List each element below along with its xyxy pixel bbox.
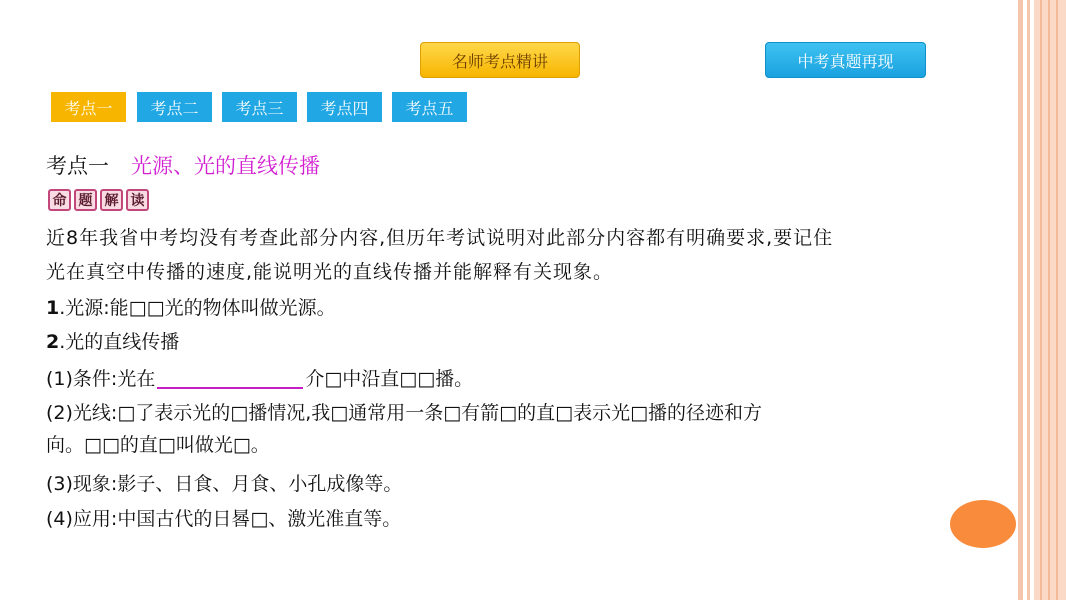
tab-point-5[interactable]: 考点五 [392,92,467,122]
section-number: 考点一 [46,154,109,178]
tab-point-1[interactable]: 考点一 [51,92,126,122]
stripe [1034,0,1066,600]
section-title: 光源、光的直线传播 [131,154,320,178]
section-heading [46,152,320,180]
sub-ray-line: 向。□□的直□叫做光□。 [46,434,270,456]
sub-application: (4)应用:中国古代的日晷□、激光准直等。 [46,508,402,530]
sub-text: 介□中沿直□□播。 [305,368,474,390]
exam-questions-button[interactable]: 中考真题再现 [765,42,926,78]
sub-phenomena: (3)现象:影子、日食、月食、小孔成像等。 [46,473,403,495]
decorative-stripes [1018,0,1066,600]
tab-point-2[interactable]: 考点二 [137,92,212,122]
stripe [1056,0,1058,600]
item-light-source [46,291,336,325]
tag-char: 题 [74,189,97,211]
item-text: .光的直线传播 [59,331,180,353]
item-number: 2 [46,331,60,353]
sub-text: (1)条件:光在 [46,368,156,390]
stripe [1048,0,1050,600]
tag-char: 读 [126,189,149,211]
decorative-orange-circle [950,500,1016,548]
stripe [1027,0,1030,600]
tag-char: 命 [48,189,71,211]
item-rectilinear [46,325,179,359]
teacher-lecture-button[interactable]: 名师考点精讲 [420,42,580,78]
sub-condition [46,362,473,396]
tag-char: 解 [100,189,123,211]
stripe [1040,0,1042,600]
sub-ray-line: (2)光线:□了表示光的□播情况,我□通常用一条□有箭□的直□表示光□播的径迹和方 [46,402,763,424]
analysis-tag [48,189,149,211]
stripe [1018,0,1023,600]
item-text: .光源:能□□光的物体叫做光源。 [59,297,336,319]
fill-blank[interactable] [157,363,303,389]
tab-point-4[interactable]: 考点四 [307,92,382,122]
item-number: 1 [46,297,60,319]
intro-line: 近8年我省中考均没有考查此部分内容,但历年考试说明对此部分内容都有明确要求,要记住 [46,227,834,249]
intro-line: 光在真空中传播的速度,能说明光的直线传播并能解释有关现象。 [46,261,614,283]
tab-point-3[interactable]: 考点三 [222,92,297,122]
